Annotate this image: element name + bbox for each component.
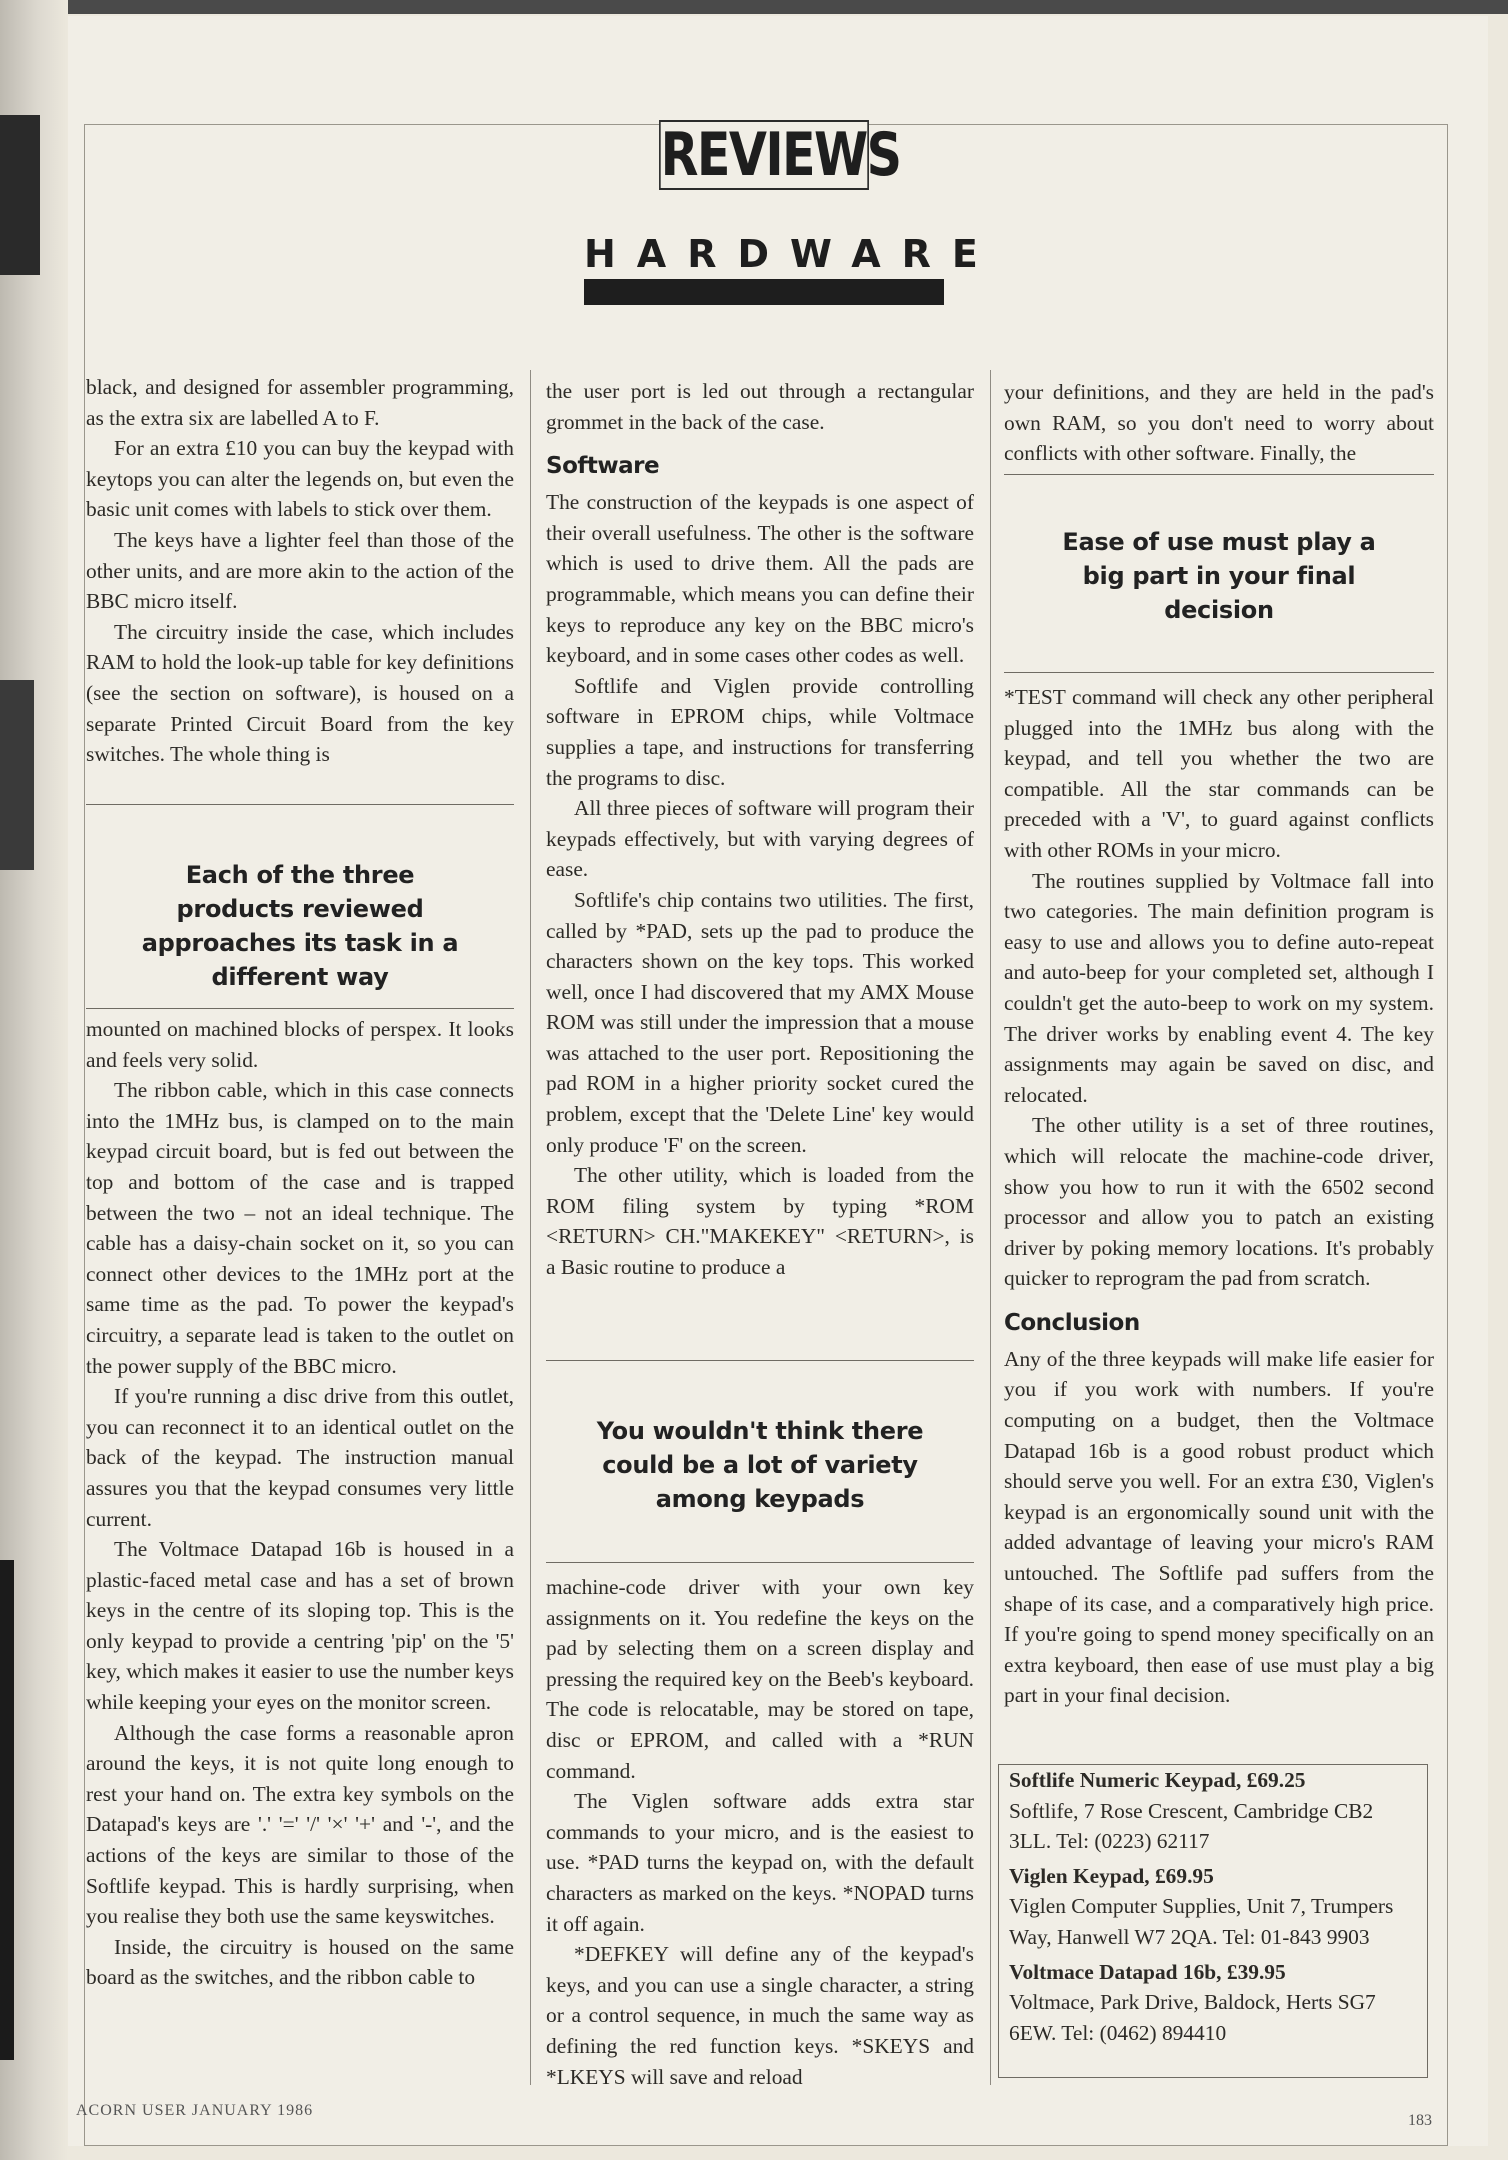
column-rule-2 xyxy=(990,370,991,2085)
pullquote-3: Ease of use must play a big part in your final decision xyxy=(1062,528,1376,624)
software-subhead: Software xyxy=(546,453,660,480)
footer-publication: ACORN USER JANUARY 1986 xyxy=(76,2102,314,2119)
pullquote-rule xyxy=(1004,474,1434,475)
product-contact: Voltmace, Park Drive, Baldock, Herts SG7 6EW. Tel: (0462) 894410 xyxy=(1009,1990,1376,2045)
pullquote-rule xyxy=(86,1008,514,1009)
pullquote-rule xyxy=(546,1562,974,1563)
paragraph: *DEFKEY will define any of the keypad's keys, and you can use a single character, a string or a control sequence, in much the same way as defining the red function keys. *SKEYS and *LKEYS will save and reload xyxy=(546,1942,974,2089)
paragraph: The Voltmace Datapad 16b is housed in a plastic-faced metal case and has a set of brown keys in the centre of its sloping top. This is the only keypad to provide a centring 'pip' on the '5' key, which makes it easier to use the number keys while keeping your eyes on the monitor screen. xyxy=(86,1537,514,1715)
product-info-box xyxy=(998,1764,1428,2078)
paragraph: black, and designed for assembler programming, as the extra six are labelled A to F. xyxy=(86,375,514,430)
paragraph: The construction of the keypads is one aspect of their overall usefulness. The other is the software which is used to drive them. All the pads are programmable, which means you can define their keys to reproduce any key on the BBC micro's keyboard, and in some cases other codes as well. xyxy=(546,490,974,668)
paragraph: The keys have a lighter feel than those of the other units, and are more akin to the action of the BBC micro itself. xyxy=(86,527,514,614)
section-title: HARDWARE xyxy=(584,232,999,276)
paragraph: *TEST command will check any other peripheral plugged into the 1MHz bus along with the keypad, and tell you whether the two are compatible. All the star commands can be preceded with a 'V', to guard against conflicts with other ROMs in your micro. xyxy=(1004,685,1434,862)
paragraph: the user port is led out through a rectangular grommet in the back of the case. xyxy=(546,379,974,434)
paragraph: machine-code driver with your own key assignments on it. You redefine the keys on the pad by selecting them on a screen display and pressing the required key on the Beeb's keyboard. The code is relocatable, may be stored on tape, disc or EPROM, and called with a *RUN command. xyxy=(546,1575,974,1783)
paragraph: The other utility, which is loaded from the ROM filing system by typing *ROM <RETURN> CH."MAKEKEY" <RETURN>, is a Basic routine to produce a xyxy=(546,1163,974,1280)
page-binding-edge xyxy=(0,0,68,2160)
pullquote-2: You wouldn't think there could be a lot of variety among keypads xyxy=(596,1417,924,1513)
paragraph: Any of the three keypads will make life easier for you if you work with numbers. If you're computing on a budget, then the Voltmace Datapad 16b is a good robust product which should serve you well. For an extra £30, Viglen's keypad is an ergonomically sound unit with the added advantage of leaving your micro's RAM untouched. The Softlife pad suffers from the shape of its case, and a comparatively high price. If you're going to spend money specifically on an extra keyboard, then ease of use must play a big part in your final decision. xyxy=(1004,1346,1434,1708)
page-number: 183 xyxy=(1408,2112,1432,2129)
pullquote-rule xyxy=(546,1360,974,1361)
paragraph: All three pieces of software will program their keypads effectively, but with varying degrees of ease. xyxy=(546,796,974,882)
pullquote-rule xyxy=(86,804,514,805)
scan-top-edge xyxy=(0,0,1508,14)
conclusion-subhead: Conclusion xyxy=(1004,1309,1140,1336)
reviews-masthead: REVIEWS xyxy=(660,120,901,190)
column-1-bottom xyxy=(86,1014,514,1993)
paragraph: Inside, the circuitry is housed on the same board as the switches, and the ribbon cable to xyxy=(86,1934,514,1990)
column-1-top xyxy=(86,372,514,770)
product-contact: Viglen Computer Supplies, Unit 7, Trumpers Way, Hanwell W7 2QA. Tel: 01-843 9903 xyxy=(1009,1894,1394,1949)
paragraph: If you're running a disc drive from this outlet, you can reconnect it to an identical outlet on the back of the keypad. The instruction manual assures you that the keypad consumes very little current. xyxy=(86,1384,514,1531)
section-bar xyxy=(584,279,944,305)
paragraph: The circuitry inside the case, which includes RAM to hold the look-up table for key definitions (see the section on software), is housed on a separate Printed Circuit Board from the key switches. The whole thing is xyxy=(86,619,514,767)
column-rule-1 xyxy=(530,370,531,2085)
paragraph: The routines supplied by Voltmace fall into two categories. The main definition program is easy to use and allows you to define auto-repeat and auto-beep for your completed set, although I couldn't get the auto-beep to work on my system. The driver works by enabling event 4. The key assignments may again be saved on disc, and relocated. xyxy=(1004,868,1434,1107)
paragraph: Softlife's chip contains two utilities. The first, called by *PAD, sets up the pad to produce the characters shown on the key tops. This worked well, once I had discovered that my AMX Mouse ROM was still under the impression that a mouse was attached to the user port. Repositioning the pad ROM in a higher priority socket cured the problem, except that the 'Delete Line' key would only produce 'F' on the screen. xyxy=(546,887,974,1157)
product-contact: Softlife, 7 Rose Crescent, Cambridge CB2 3LL. Tel: (0223) 62117 xyxy=(1009,1798,1374,1854)
paragraph: Although the case forms a reasonable apron around the keys, it is not quite long enough to rest your hand on. The extra key symbols on the Datapad's keys are '.' '=' '/' '×' '+' and '-', and the actions of the keys are similar to those of the Softlife keypad. This is hardly surprising, when you realise they both use the same keyswitches. xyxy=(86,1720,514,1929)
paragraph: For an extra £10 you can buy the keypad with keytops you can alter the legends on, but even the basic unit comes with labels to stick over them. xyxy=(86,436,514,522)
paragraph: mounted on machined blocks of perspex. It looks and feels very solid. xyxy=(86,1017,514,1072)
product-name: Voltmace Datapad 16b, £39.95 xyxy=(1009,1959,1286,1984)
paragraph: The other utility is a set of three routines, which will relocate the machine-code driver, show you how to run it with the 6502 second processor and allow you to patch an existing driver by poking memory locations. It's probably quicker to reprogram the pad from scratch. xyxy=(1004,1113,1434,1291)
product-name: Viglen Keypad, £69.95 xyxy=(1009,1863,1214,1888)
paragraph: Softlife and Viglen provide controlling software in EPROM chips, while Voltmace supplies a tape, and instructions for transferring the programs to disc. xyxy=(546,673,974,790)
paragraph: The ribbon cable, which in this case connects into the 1MHz bus, is clamped on to the main keypad circuit board, but is fed out between the top and bottom of the case and is trapped between the two – not an ideal technique. The cable has a daisy-chain socket on it, so you can connect other devices to the 1MHz port at the same time as the pad. To power the keypad's circuitry, a separate lead is taken to the outlet on the power supply of the BBC micro. xyxy=(86,1078,514,1378)
paragraph: The Viglen software adds extra star commands to your micro, and is the easiest to use. *PAD turns the keypad on, with the default characters as marked on the keys. *NOPAD turns it off again. xyxy=(546,1789,974,1936)
column-2-bottom xyxy=(546,1572,974,2092)
column-2-top xyxy=(546,376,974,1283)
pullquote-1: Each of the three products reviewed approaches its task in a different way xyxy=(141,861,459,991)
column-3-body xyxy=(1004,682,1434,1711)
pullquote-rule xyxy=(1004,672,1434,673)
paragraph: your definitions, and they are held in the pad's own RAM, so you don't need to worry about conflicts with other software. Finally, the xyxy=(1004,380,1434,466)
product-name: Softlife Numeric Keypad, £69.25 xyxy=(1009,1768,1306,1792)
column-3-top xyxy=(1004,377,1434,469)
